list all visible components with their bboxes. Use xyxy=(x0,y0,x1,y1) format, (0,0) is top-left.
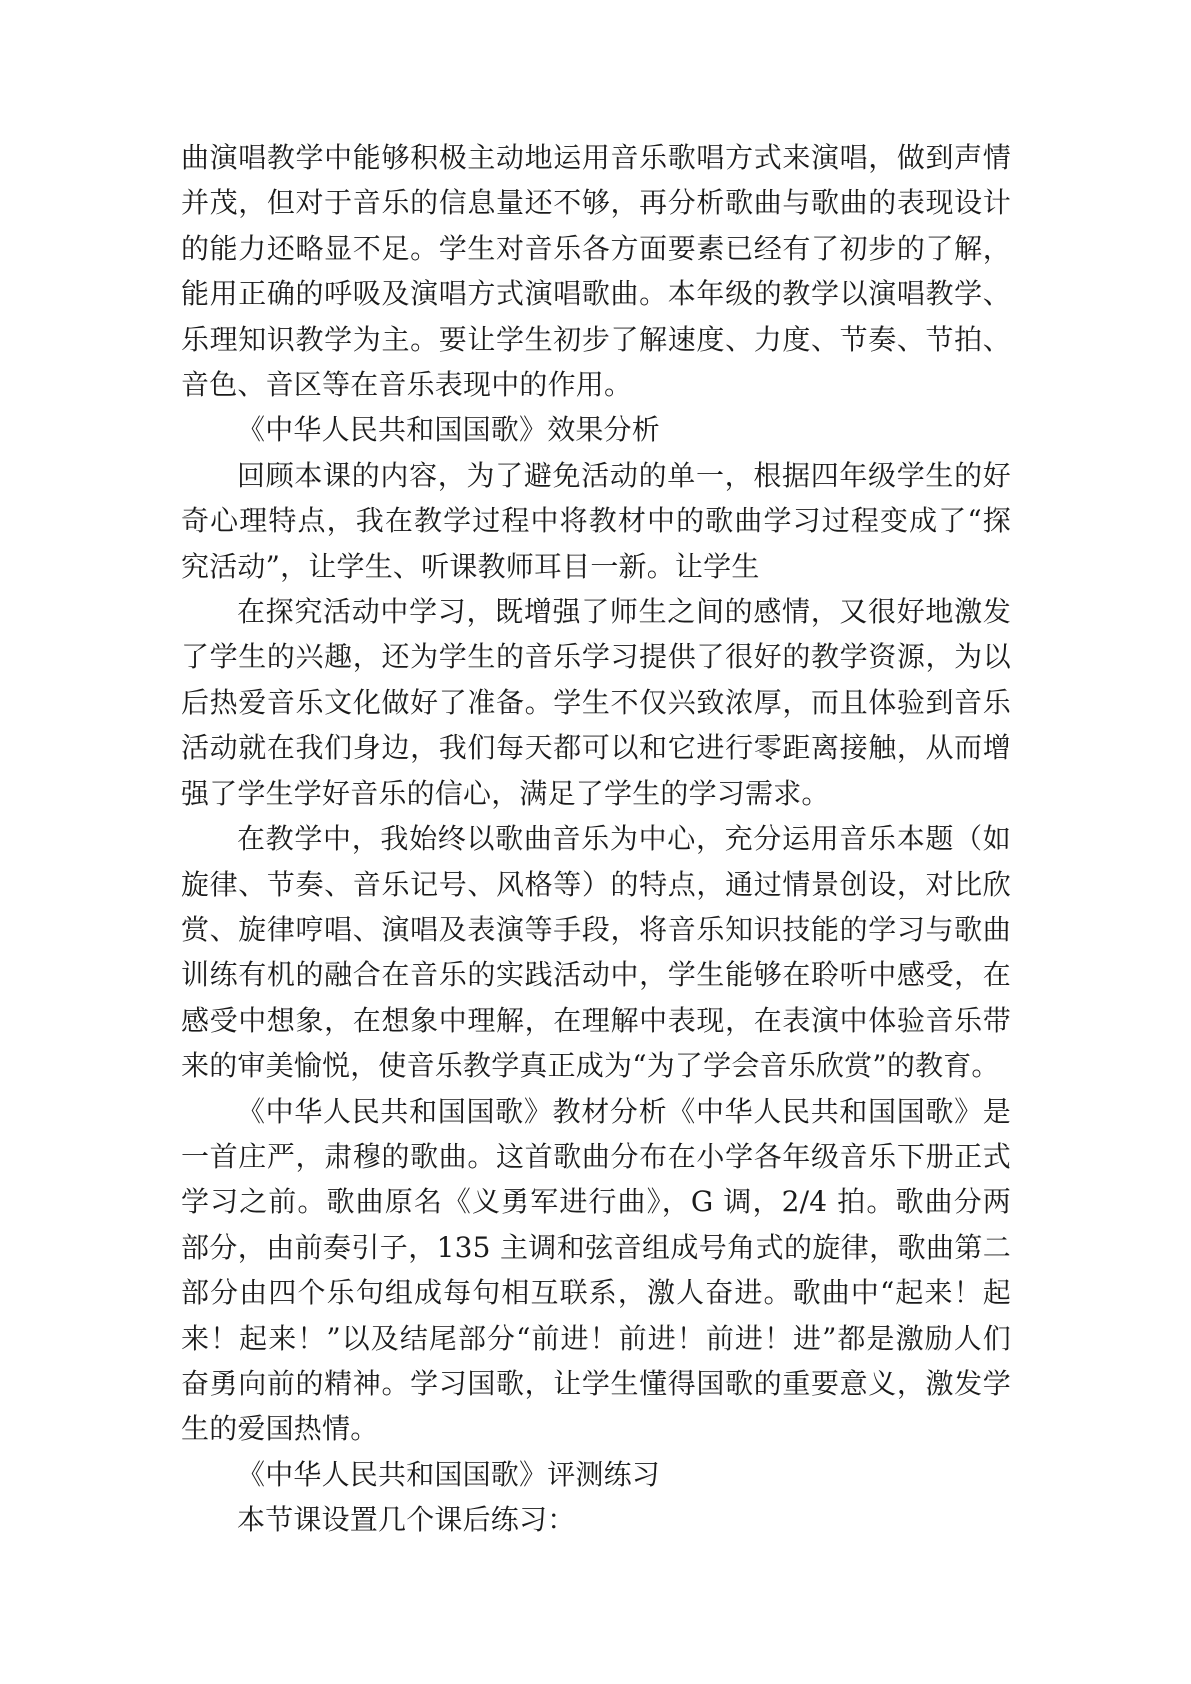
paragraph-textbook-analysis: 《中华人民共和国国歌》教材分析《中华人民共和国国歌》是一首庄严，肃穆的歌曲。这首歌曲分布在小学各年级音乐下册正式学习之前。歌曲原名《义勇军进行曲》，G 调，2/4 拍。歌曲分两部分，由前奏引子，135 主调和弦音组成号角式的旋律，歌曲第二部分由四个乐句组成每句相互联系，激人奋进。歌曲中“起来！起来！起来！”以及结尾部分“前进！前进！前进！进”都是激励人们奋勇向前的精神。学习国歌，让学生懂得国歌的重要意义，激发学生的爱国热情。 xyxy=(181,1094,1011,1446)
heading-effect-analysis: 《中华人民共和国国歌》效果分析 xyxy=(237,413,661,447)
document-body xyxy=(181,135,1011,1543)
paragraph-student-analysis: 曲演唱教学中能够积极主动地运用音乐歌唱方式来演唱，做到声情并茂，但对于音乐的信息量还不够，再分析歌曲与歌曲的表现设计的能力还略显不足。学生对音乐各方面要素已经有了初步的了解，能用正确的呼吸及演唱方式演唱歌曲。本年级的教学以演唱教学、乐理知识教学为主。要让学生初步了解速度、力度、节奏、节拍、音色、音区等在音乐表现中的作用。 xyxy=(181,141,1011,402)
heading-assessment-exercises: 《中华人民共和国国歌》评测练习 xyxy=(237,1457,661,1491)
paragraph-exploration: 在探究活动中学习，既增强了师生之间的感情，又很好地激发了学生的兴趣，还为学生的音乐学习提供了很好的教学资源，为以后热爱音乐文化做好了准备。学生不仅兴致浓厚，而且体验到音乐活动就在我们身边，我们每天都可以和它进行零距离接触，从而增强了学生学好音乐的信心，满足了学生的学习需求。 xyxy=(181,595,1011,810)
paragraph-exercises-intro: 本节课设置几个课后练习： xyxy=(237,1503,576,1537)
paragraph-teaching-method: 在教学中，我始终以歌曲音乐为中心，充分运用音乐本题（如旋律、节奏、音乐记号、风格等）的特点，通过情景创设，对比欣赏、旋律哼唱、演唱及表演等手段，将音乐知识技能的学习与歌曲训练有机的融合在音乐的实践活动中，学生能够在聆听中感受，在感受中想象，在想象中理解，在理解中表现，在表演中体验音乐带来的审美愉悦，使音乐教学真正成为“为了学会音乐欣赏”的教育。 xyxy=(181,822,1011,1083)
paragraph-review: 回顾本课的内容，为了避免活动的单一，根据四年级学生的好奇心理特点，我在教学过程中将教材中的歌曲学习过程变成了“探究活动”，让学生、听课教师耳目一新。让学生 xyxy=(181,458,1011,583)
